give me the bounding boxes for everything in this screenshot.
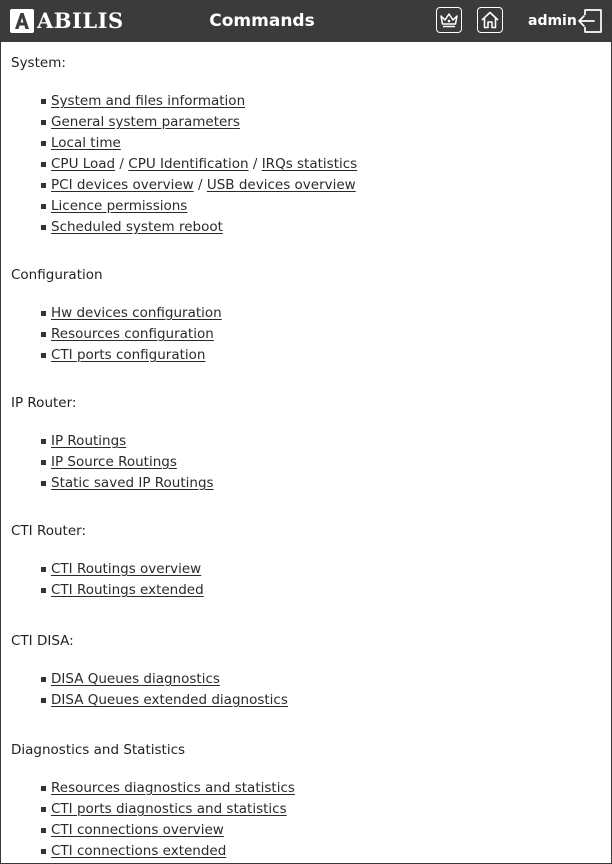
list-item — [11, 196, 601, 217]
user-name: admin — [528, 13, 577, 29]
list-item — [11, 91, 601, 112]
link-cpu-identification[interactable]: CPU Identification — [128, 156, 249, 172]
list-item — [11, 580, 601, 601]
link-general-system-parameters[interactable]: General system parameters — [51, 114, 240, 130]
logout-icon — [576, 7, 604, 35]
link-cti-routings-overview[interactable]: CTI Routings overview — [51, 561, 202, 577]
list-item — [11, 778, 601, 799]
link-cti-ports-configuration[interactable]: CTI ports configuration — [51, 347, 206, 363]
list-item — [11, 452, 601, 473]
link-pci-devices-overview[interactable]: PCI devices overview — [51, 177, 194, 193]
link-ip-routings[interactable]: IP Routings — [51, 433, 127, 449]
crown-icon — [439, 11, 459, 29]
list-item — [11, 154, 601, 175]
link-disa-queues-extended-diagnostics[interactable]: DISA Queues extended diagnostics — [51, 692, 288, 708]
link-ip-source-routings[interactable]: IP Source Routings — [51, 454, 177, 470]
list-item — [11, 841, 601, 862]
section-title-configuration: Configuration — [11, 267, 103, 283]
link-scheduled-system-reboot[interactable]: Scheduled system reboot — [51, 219, 223, 235]
link-disa-queues-diagnostics[interactable]: DISA Queues diagnostics — [51, 671, 220, 687]
link-local-time[interactable]: Local time — [51, 135, 121, 151]
list-item — [11, 559, 601, 580]
list-item — [11, 669, 601, 690]
commands-content — [11, 53, 601, 862]
section-title-cti-router: CTI Router: — [11, 523, 86, 539]
link-cti-connections-overview[interactable]: CTI connections overview — [51, 822, 224, 838]
cti-router-links — [11, 559, 601, 601]
section-title-cti-disa: CTI DISA: — [11, 633, 74, 649]
list-item — [11, 690, 601, 711]
list-item — [11, 303, 601, 324]
logout-button[interactable] — [576, 7, 604, 35]
top-bar — [1, 1, 611, 42]
list-item — [11, 112, 601, 133]
link-hw-devices-configuration[interactable]: Hw devices configuration — [51, 305, 222, 321]
link-irqs-statistics[interactable]: IRQs statistics — [261, 156, 358, 172]
home-button[interactable] — [477, 7, 503, 33]
link-separator: / — [119, 156, 124, 172]
list-item — [11, 175, 601, 196]
home-icon — [480, 10, 500, 30]
link-separator: / — [252, 156, 258, 172]
page-title: Commands — [209, 11, 315, 31]
logo-text: ABILIS — [37, 8, 124, 33]
link-resources-configuration[interactable]: Resources configuration — [51, 326, 214, 342]
list-item — [11, 217, 601, 238]
link-separator: / — [198, 177, 203, 193]
crown-button[interactable] — [436, 7, 462, 33]
section-title-ip-router: IP Router: — [11, 395, 77, 411]
configuration-links — [11, 303, 601, 366]
diagnostics-links — [11, 778, 601, 862]
link-static-saved-ip-routings[interactable]: Static saved IP Routings — [51, 475, 214, 491]
link-cti-connections-extended[interactable]: CTI connections extended — [51, 843, 227, 859]
system-links — [11, 91, 601, 238]
ip-router-links — [11, 431, 601, 494]
list-item — [11, 345, 601, 366]
list-item — [11, 820, 601, 841]
list-item — [11, 431, 601, 452]
link-licence-permissions[interactable]: Licence permissions — [51, 198, 188, 214]
link-cti-ports-diagnostics-statistics[interactable]: CTI ports diagnostics and statistics — [51, 801, 287, 817]
list-item — [11, 799, 601, 820]
cti-disa-links — [11, 669, 601, 711]
link-resources-diagnostics-statistics[interactable]: Resources diagnostics and statistics — [51, 780, 295, 796]
list-item — [11, 133, 601, 154]
link-cti-routings-extended[interactable]: CTI Routings extended — [51, 582, 204, 598]
section-title-diagnostics: Diagnostics and Statistics — [11, 742, 186, 758]
list-item — [11, 473, 601, 494]
link-cpu-load[interactable]: CPU Load — [51, 156, 116, 172]
section-title-system: System: — [11, 55, 66, 71]
list-item — [11, 324, 601, 345]
link-usb-devices-overview[interactable]: USB devices overview — [206, 177, 356, 193]
link-system-files-info[interactable]: System and files information — [51, 93, 246, 109]
